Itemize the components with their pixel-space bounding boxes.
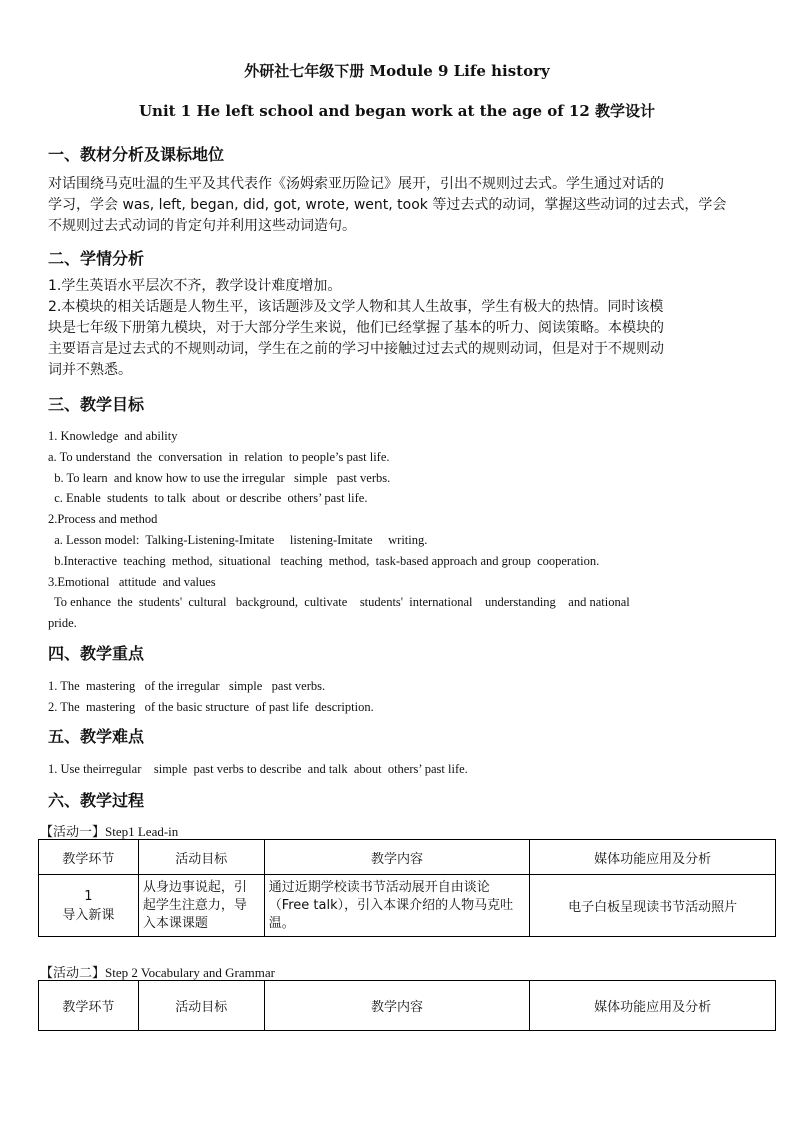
text-line: 主要语言是过去式的不规则动词，学生在之前的学习中接触过过去式的规则动词，但是对于不规则动 (48, 341, 664, 357)
section-heading-students: 二、学情分析 (48, 249, 145, 268)
table-row (39, 875, 776, 937)
text-line: 2. The mastering of the basic structure of past life description. (48, 700, 374, 714)
text-line: 2.Process and method (48, 512, 158, 527)
table-header-cell: 教学环节 (39, 981, 139, 1031)
table-cell-step (39, 875, 139, 937)
text-line: 词并不熟悉。 (48, 362, 132, 378)
step-number: 1 (84, 888, 93, 904)
text-line: a. Lesson model: Talking-Listening-Imitate listening-Imitate writing. (48, 532, 428, 547)
text-line: 1. The mastering of the irregular simple past verbs. (48, 679, 326, 693)
text-line: pride. (48, 616, 77, 631)
text-line: 学习，学会 was, left, began, did, got, wrote, went, took 等过去式的动词，掌握这些动词的过去式，学会 (48, 197, 727, 213)
text-line: a. To understand the conversation in relation to people’s past life. (48, 449, 390, 464)
text-line: 1. Knowledge and ability (48, 429, 178, 443)
text-line: To enhance the students' cultural background, cultivate students' international understanding and national (48, 595, 630, 610)
text-line: 2.本模块的相关话题是人物生平，该话题涉及文学人物和其人生故事，学生有极大的热情。同时该模 (48, 299, 664, 315)
table-header-cell: 教学环节 (39, 840, 139, 875)
table-header-cell: 活动目标 (138, 981, 264, 1031)
text-line: 不规则过去式动词的肯定句并利用这些动词造句。 (48, 218, 356, 234)
document-subtitle: Unit 1 He left school and began work at the age of 12 教学设计 (138, 102, 656, 120)
section-body-objectives (48, 426, 748, 634)
section-heading-analysis: 一、教材分析及课标地位 (48, 145, 225, 164)
text-line: 1.学生英语水平层次不齐，教学设计难度增加。 (48, 278, 342, 294)
section-body-key-points (48, 676, 748, 718)
step-name: 导入新课 (62, 907, 115, 923)
table-header-cell: 媒体功能应用及分析 (530, 840, 776, 875)
text-line: 块是七年级下册第九模块，对于大部分学生来说，他们已经掌握了基本的听力、阅读策略。本模块的 (48, 320, 664, 336)
document-title: 外研社七年级下册 Module 9 Life history (244, 62, 550, 80)
section-body-analysis (48, 174, 748, 237)
text-line: 对话围绕马克吐温的生平及其代表作《汤姆索亚历险记》展开，引出不规则过去式。学生通过对话的 (48, 176, 664, 192)
table-header-cell: 活动目标 (138, 840, 264, 875)
table-cell-media: 电子白板呈现读书节活动照片 (530, 875, 776, 937)
activity-2-label: 【活动二】Step 2 Vocabulary and Grammar (40, 965, 275, 980)
text-line: b. To learn and know how to use the irregular simple past verbs. (48, 470, 391, 485)
text-line: 1. Use theirregular simple past verbs to describe and talk about others’ past life. (48, 762, 468, 776)
text-line: c. Enable students to talk about or describe others’ past life. (48, 491, 368, 506)
activity-2-table (38, 980, 776, 1031)
section-heading-difficulties: 五、教学难点 (48, 727, 145, 746)
text-line: b.Interactive teaching method, situational teaching method, task-based approach and group cooperation. (48, 553, 600, 568)
section-heading-process: 六、教学过程 (48, 791, 145, 810)
section-heading-key-points: 四、教学重点 (48, 644, 145, 663)
table-cell-content: 通过近期学校读书节活动展开自由谈论（Free talk），引入本课介绍的人物马克吐温。 (264, 875, 530, 937)
table-header-row (39, 981, 776, 1031)
table-header-cell: 教学内容 (264, 981, 530, 1031)
text-line: 3.Emotional attitude and values (48, 574, 216, 589)
table-header-cell: 媒体功能应用及分析 (530, 981, 776, 1031)
section-body-difficulties (48, 759, 748, 780)
table-header-cell: 教学内容 (264, 840, 530, 875)
table-header-row (39, 840, 776, 875)
section-heading-objectives: 三、教学目标 (48, 395, 145, 414)
section-body-students (48, 276, 748, 381)
activity-1-table (38, 839, 776, 937)
table-cell-goal: 从身边事说起，引起学生注意力，导入本课课题 (138, 875, 264, 937)
activity-1-label: 【活动一】Step1 Lead-in (40, 824, 179, 839)
